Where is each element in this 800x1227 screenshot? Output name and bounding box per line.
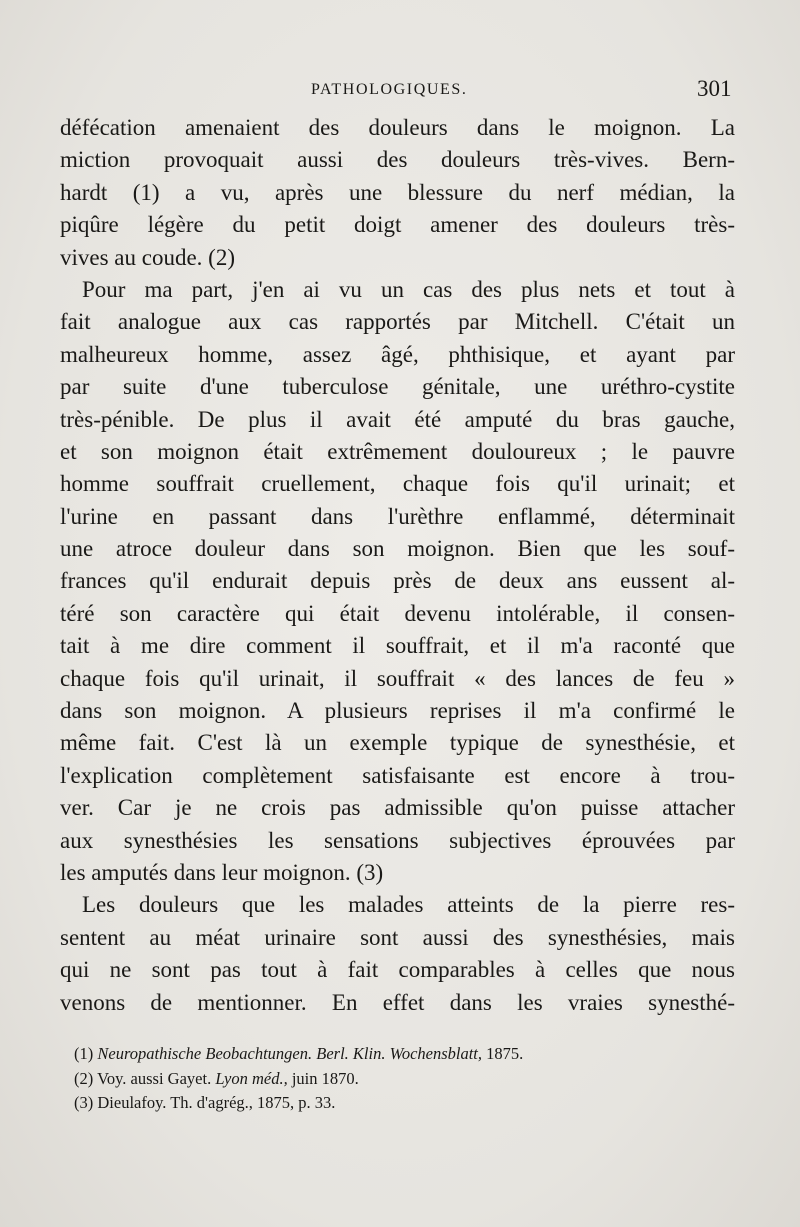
text-line: hardt (1) a vu, après une blessure du nerf médian, la	[60, 179, 735, 205]
text-line: dans son moignon. A plusieurs reprises il m'a confirmé le	[60, 698, 735, 724]
running-head	[0, 78, 800, 104]
text-line: Pour ma part, j'en ai vu un cas des plus nets et tout à	[82, 276, 735, 302]
footnote-2	[74, 1067, 734, 1092]
footnote-text: juin 1870.	[287, 1068, 359, 1088]
text-line: fait analogue aux cas rapportés par Mitchell. C'était un	[60, 309, 735, 335]
text-line: même fait. C'est là un exemple typique de synesthésie, et	[60, 730, 735, 756]
footnote-mark: (1)	[74, 1044, 94, 1063]
text-line: aux synesthésies les sensations subjectives éprouvées par	[60, 827, 735, 853]
text-line: piqûre légère du petit doigt amener des douleurs très-	[60, 212, 735, 238]
footnote-mark: (2)	[74, 1068, 94, 1088]
page-number: 301	[697, 76, 732, 101]
text-line: ver. Car je ne crois pas admissible qu'on puisse attacher	[60, 795, 735, 821]
text-line: l'explication complètement satisfaisante est encore à trou-	[60, 762, 735, 788]
text-line: téré son caractère qui était devenu intolérable, il consen-	[60, 600, 735, 626]
running-title: PATHOLOGIQUES.	[311, 81, 468, 98]
text-line: défécation amenaient des douleurs dans le moignon. La	[60, 115, 735, 140]
text-line: malheureux homme, assez âgé, phthisique, et ayant par	[60, 341, 735, 367]
text-line: qui ne sont pas tout à fait comparables à celles que nous	[60, 957, 735, 983]
footnote-text: Dieulafoy. Th. d'agrég., 1875, p. 33.	[97, 1093, 336, 1112]
footnote-citation: Neuropathische Beobachtungen. Berl. Klin. Wochensblatt,	[97, 1044, 483, 1063]
body-text	[60, 112, 735, 1019]
text-line: très-pénible. De plus il avait été amputé du bras gauche,	[60, 406, 735, 432]
footnotes	[74, 1042, 734, 1116]
footnote-1	[74, 1042, 734, 1067]
text-line: homme souffrait cruellement, chaque fois qu'il urinait; et	[60, 471, 735, 497]
text-line: sentent au méat urinaire sont aussi des synesthésies, mais	[60, 924, 735, 950]
text-line: une atroce douleur dans son moignon. Bien que les souf-	[60, 536, 735, 562]
text-line: miction provoquait aussi des douleurs très-vives. Bern-	[60, 147, 735, 173]
footnote-citation: Lyon méd.,	[215, 1068, 288, 1088]
text-line: l'urine en passant dans l'urèthre enflammé, déterminait	[60, 503, 735, 529]
text-line: chaque fois qu'il urinait, il souffrait « des lances de feu »	[60, 665, 735, 691]
footnote-3	[74, 1091, 734, 1116]
footnote-text: Voy. aussi Gayet.	[97, 1068, 216, 1088]
text-line: tait à me dire comment il souffrait, et il m'a raconté que	[60, 633, 735, 659]
text-line: par suite d'une tuberculose génitale, une uréthro-cystite	[60, 374, 735, 400]
text-line: et son moignon était extrêmement douloureux ; le pauvre	[60, 438, 735, 464]
text-line: les amputés dans leur moignon. (3)	[60, 859, 384, 885]
text-line: venons de mentionner. En effet dans les vraies synesthé-	[60, 989, 735, 1015]
text-line: frances qu'il endurait depuis près de deux ans eussent al-	[60, 568, 735, 594]
text-line: vives au coude. (2)	[60, 244, 235, 270]
footnote-text: 1875.	[482, 1044, 524, 1063]
text-line: Les douleurs que les malades atteints de la pierre res-	[82, 892, 735, 918]
footnote-mark: (3)	[74, 1093, 94, 1112]
